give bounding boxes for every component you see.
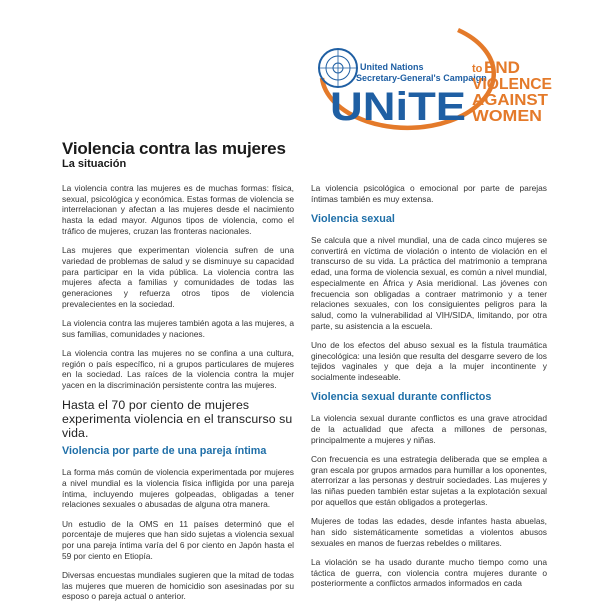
section-heading-sexual-violence: Violencia sexual xyxy=(311,213,395,225)
paragraph: Las mujeres que experimentan violencia sufren de una variedad de problemas de salud y se disminuye su capacidad para participar en la vida pública. La violencia contra las mujeres afecta a familias y comunidades de todas las generaciones y refuerza otros tipos de violencia prevalecientes en la sociedad. xyxy=(62,245,294,309)
paragraph: La violencia contra las mujeres no se confina a una cultura, región o país específico, ni a grupos particulares de mujeres en la sociedad. Las raíces de la violencia contra la mujer yacen en la discriminación persistente contra las mujeres. xyxy=(62,347,294,391)
women-text: WOMEN xyxy=(472,108,542,125)
paragraph: La forma más común de violencia experimentada por mujeres a nivel mundial es la violencia física infligida por una pareja íntima, incluyendo mujeres golpeadas, obligadas a tener relaciones sexuales o abusadas de alguna otra manera. xyxy=(62,467,294,510)
paragraph: Uno de los efectos del abuso sexual es la fístula traumática ginecológica: una lesión que resulta del desgarre severo de los tejidos vaginales y que deja a la mujer incontinente y socialmente indeseable. xyxy=(311,339,547,383)
paragraph: La violencia contra las mujeres también agota a las mujeres, a sus familias, comunidades y naciones. xyxy=(62,317,294,339)
un-line2-text: Secretary-General's Campaign xyxy=(356,73,487,83)
paragraph: Se calcula que a nivel mundial, una de cada cinco mujeres se convertirá en víctima de violación o intento de violación en el transcurso de su vida. La práctica del matrimonio a temprana edad, una forma de violencia sexual, es común a nivel mundial, especialmente en África y Asia meridional. Las jóvenes con frecuencia son obligadas a contraer matrimonio y a tener relaciones sexuales, con los consiguientes peligros para la salud, como la vulnerabilidad al VIH/SIDA, limitando, por otra parte, su asistencia a la escuela. xyxy=(311,235,547,331)
un-line1-text: United Nations xyxy=(360,62,424,72)
paragraph: La violencia psicológica o emocional por parte de parejas íntimas también es muy extensa. xyxy=(311,183,547,204)
to-text: to xyxy=(472,63,483,75)
un-emblem-icon xyxy=(319,49,357,87)
paragraph: Un estudio de la OMS en 11 países determinó que el porcentaje de mujeres que han sido sujetas a violencia sexual por una pareja íntima varía del 6 por ciento en Japón hasta el 59 por ciento en Etiopía. xyxy=(62,518,294,561)
left-column xyxy=(62,183,294,611)
paragraph: Diversas encuestas mundiales sugieren que la mitad de todas las mujeres que mueren de homicidio son asesinadas por su esposo o pareja actual o anterior. xyxy=(62,569,294,602)
section-heading-intimate-partner: Violencia por parte de una pareja íntima xyxy=(62,445,267,458)
page-subtitle: La situación xyxy=(62,158,127,170)
paragraph: Con frecuencia es una estrategia deliberada que se emplea a gran escala por grupos armados para humillar a los oponentes, aterrorizar a las personas y destruir sociedades. Las mujeres y las niñas pueden también estar sujetas a la explotación sexual por aquellos que están obligados a protegerlas. xyxy=(311,454,547,507)
paragraph: Mujeres de todas las edades, desde infantes hasta abuelas, han sido sistemáticamente sometidas a violentos abusos sexuales en manos de fuerzas rebeldes o militares. xyxy=(311,516,547,548)
end-text: END xyxy=(484,58,520,77)
paragraph: La violencia contra las mujeres es de muchas formas: física, sexual, psicológica y económica. Estas formas de violencia se interrelacionan y afectan a las mujeres desde el nacimiento hasta la edad mayor. Algunos tipos de violencia, como el tráfico de mujeres, cruzan las fronteras nacionales. xyxy=(62,183,294,236)
against-text: AGAINST xyxy=(472,92,549,109)
pull-quote: Hasta el 70 por ciento de mujeres experimenta violencia en el transcurso su vida. xyxy=(62,398,293,440)
unite-campaign-logo xyxy=(308,14,600,136)
paragraph: La violación se ha usado durante mucho tiempo como una táctica de guerra, con violencia contra mujeres durante o posteriormente a conflictos armados informados en cada xyxy=(311,556,547,589)
violence-text: VIOLENCE xyxy=(472,76,553,93)
section-heading-conflict-violence: Violencia sexual durante conflictos xyxy=(311,391,492,404)
page-title: Violencia contra las mujeres xyxy=(62,139,286,158)
right-column xyxy=(311,183,547,598)
unite-wordmark: UNiTE xyxy=(330,85,466,129)
unite-logo-graphic xyxy=(308,14,600,136)
paragraph: La violencia sexual durante conflictos es una grave atrocidad de la actualidad que afecta a millones de personas, principalmente a mujeres y niñas. xyxy=(311,413,547,445)
